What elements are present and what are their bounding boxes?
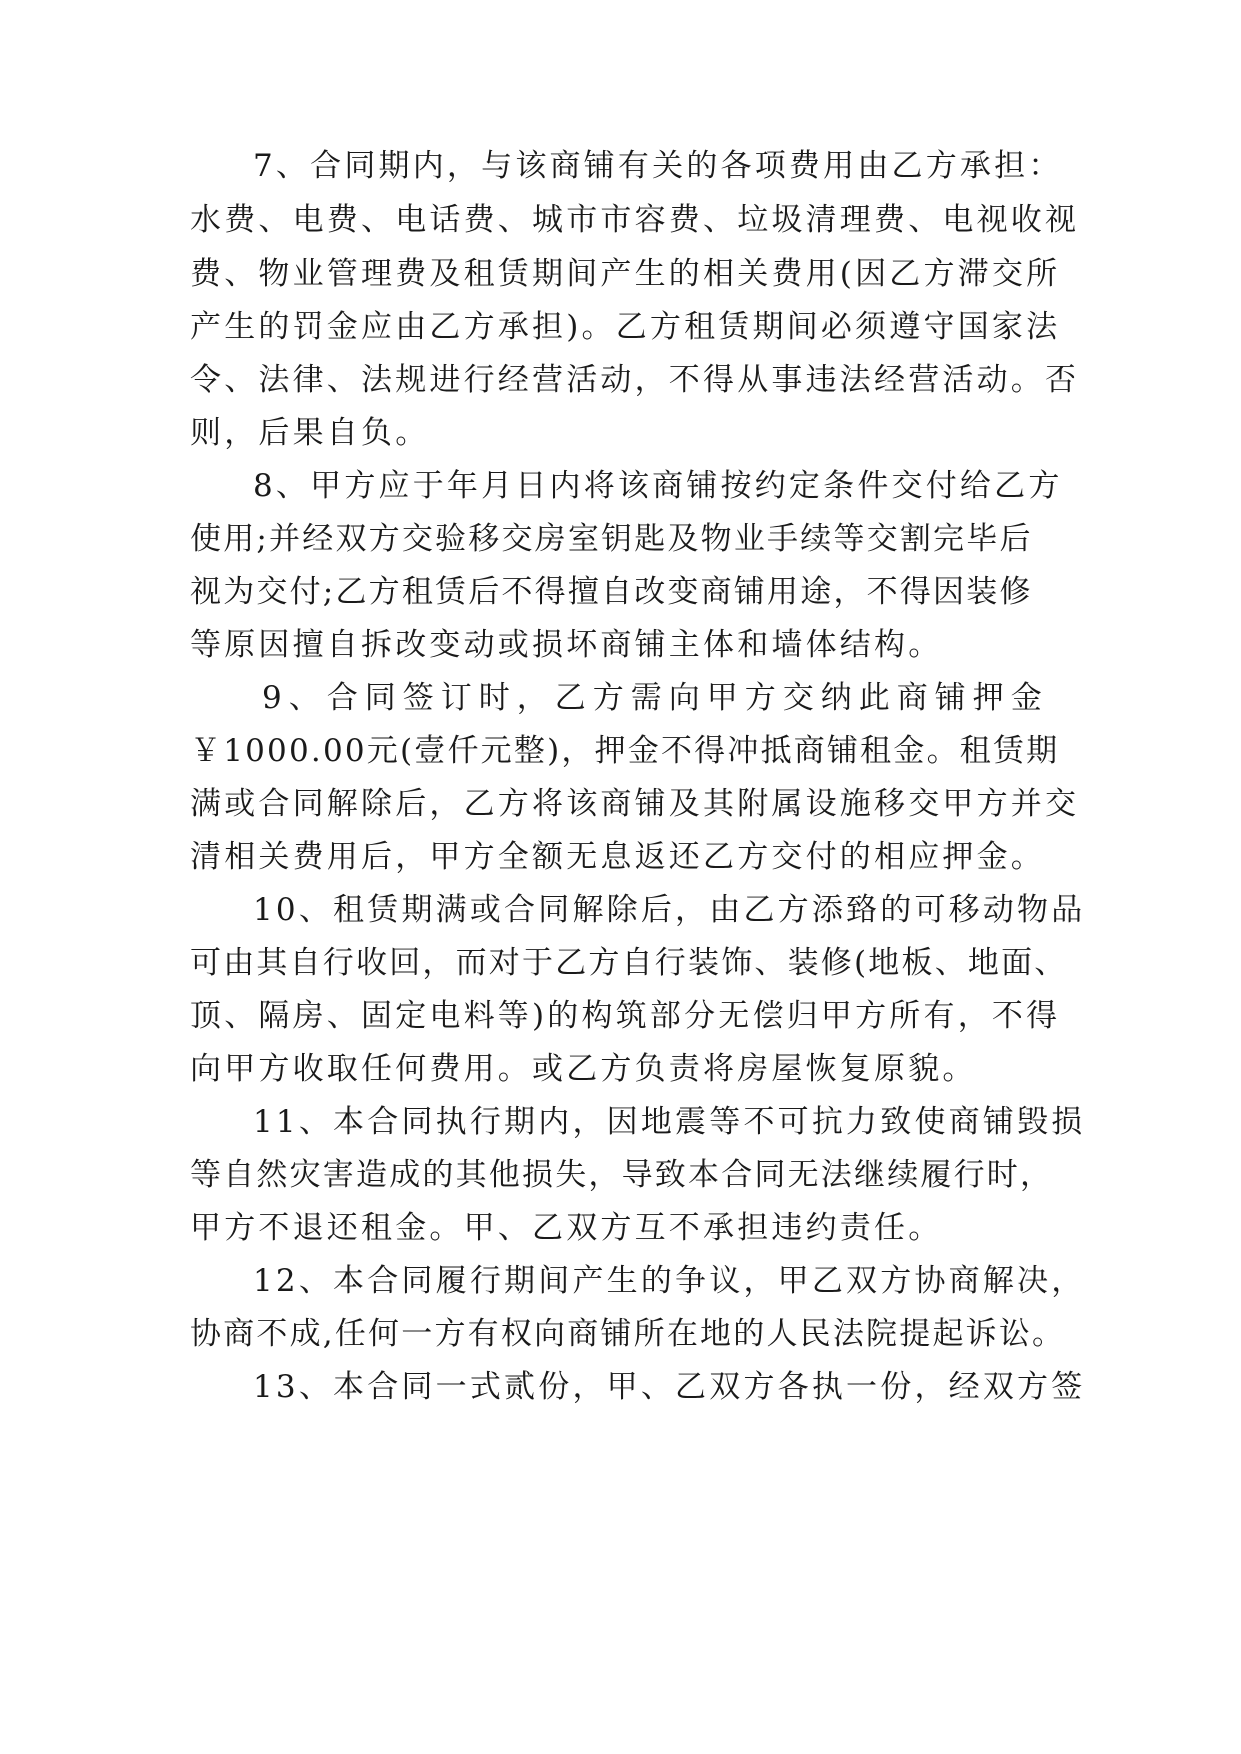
clause-9-line-2: ￥1000.00元(壹仟元整)，押金不得冲抵商铺租金。租赁期 bbox=[190, 733, 1060, 769]
clause-10-line-4: 向甲方收取任何费用。或乙方负责将房屋恢复原貌。 bbox=[190, 1051, 977, 1087]
clause-9-line-3: 满或合同解除后，乙方将该商铺及其附属设施移交甲方并交 bbox=[190, 786, 1080, 822]
clause-9-line-1: 9、合同签订时，乙方需向甲方交纳此商铺押金 bbox=[262, 680, 1049, 716]
clause-7-line-3: 费、物业管理费及租赁期间产生的相关费用(因乙方滞交所 bbox=[190, 256, 1061, 292]
clause-12-line-1: 12、本合同履行期间产生的争议，甲乙双方协商解决， bbox=[253, 1263, 1086, 1299]
clause-11-line-1: 11、本合同执行期内，因地震等不可抗力致使商铺毁损 bbox=[253, 1104, 1086, 1140]
clause-8-line-4: 等原因擅自拆改变动或损坏商铺主体和墙体结构。 bbox=[190, 627, 943, 663]
clause-7-line-1: 7、合同期内，与该商铺有关的各项费用由乙方承担： bbox=[253, 148, 1063, 184]
clause-10-line-1: 10、租赁期满或合同解除后，由乙方添臵的可移动物品 bbox=[253, 892, 1086, 928]
clause-8-line-3: 视为交付;乙方租赁后不得擅自改变商铺用途，不得因装修 bbox=[190, 574, 1033, 610]
clause-8-line-2: 使用;并经双方交验移交房室钥匙及物业手续等交割完毕后 bbox=[190, 521, 1033, 557]
clause-7-line-5: 令、法律、法规进行经营活动，不得从事违法经营活动。否 bbox=[190, 362, 1080, 398]
clause-8-line-1: 8、甲方应于年月日内将该商铺按约定条件交付给乙方 bbox=[253, 468, 1063, 504]
clause-10-line-3: 顶、隔房、固定电料等)的构筑部分无偿归甲方所有，不得 bbox=[190, 998, 1061, 1034]
clause-7-line-6: 则，后果自负。 bbox=[190, 415, 430, 451]
clause-12-line-2: 协商不成,任何一方有权向商铺所在地的人民法院提起诉讼。 bbox=[190, 1316, 1066, 1352]
clause-7-line-4: 产生的罚金应由乙方承担)。乙方租赁期间必须遵守国家法 bbox=[190, 309, 1061, 345]
clause-11-line-3: 甲方不退还租金。甲、乙双方互不承担违约责任。 bbox=[190, 1210, 943, 1246]
clause-11-line-2: 等自然灾害造成的其他损失，导致本合同无法继续履行时， bbox=[190, 1157, 1054, 1193]
clause-10-line-2: 可由其自行收回，而对于乙方自行装饰、装修(地板、地面、 bbox=[190, 945, 1068, 981]
clause-9-line-4: 清相关费用后，甲方全额无息返还乙方交付的相应押金。 bbox=[190, 839, 1045, 875]
clause-7-line-2: 水费、电费、电话费、城市市容费、垃圾清理费、电视收视 bbox=[190, 202, 1080, 238]
clause-13-line-1: 13、本合同一式贰份，甲、乙双方各执一份，经双方签 bbox=[253, 1369, 1086, 1405]
